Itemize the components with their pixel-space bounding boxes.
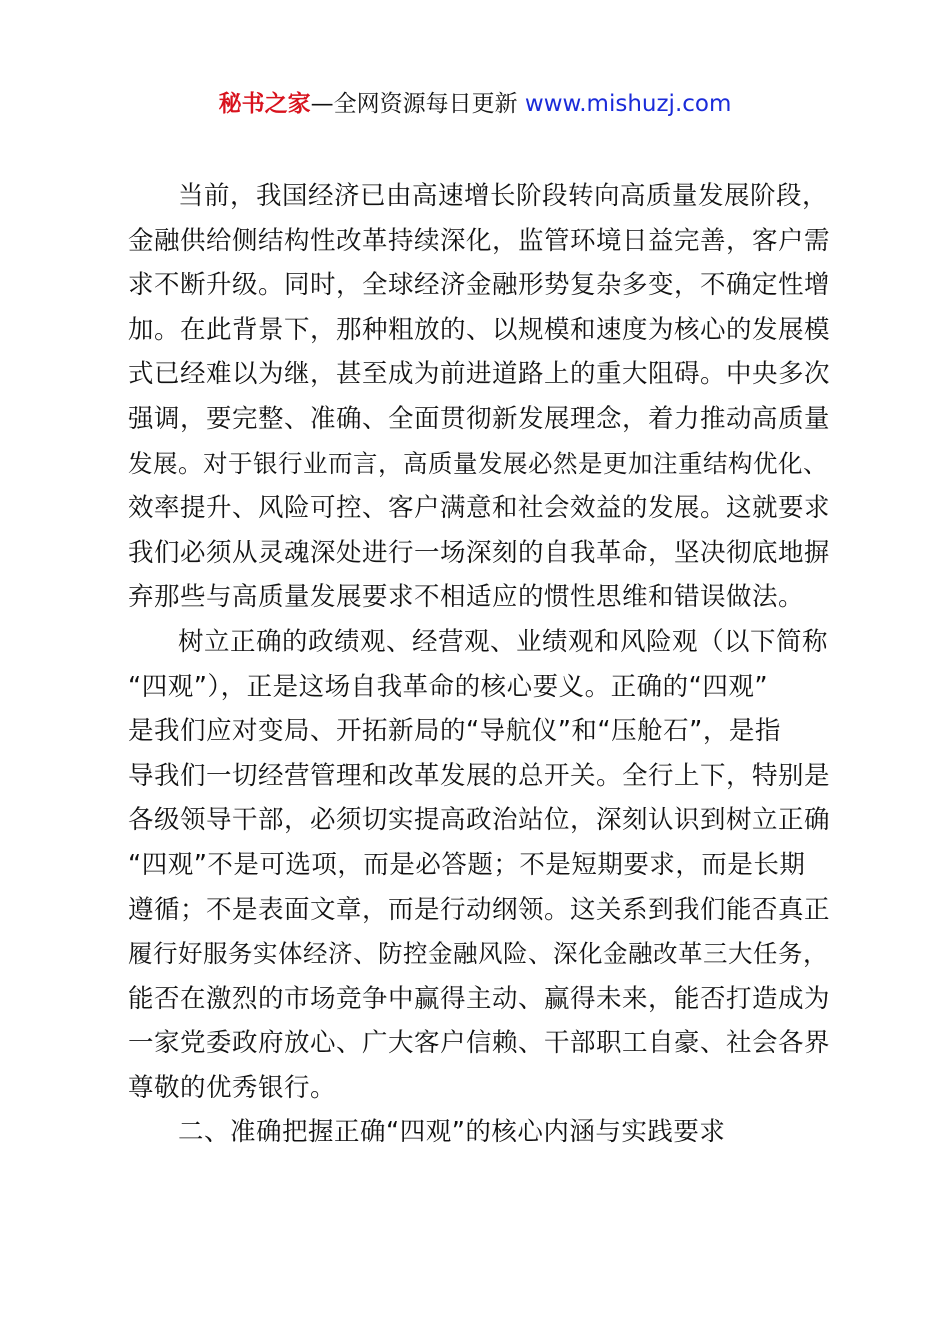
- site-header: [0, 88, 950, 120]
- paragraph-1-line-6: 强调，要完整、准确、全面贯彻新发展理念，着力推动高质量: [128, 403, 831, 434]
- paragraph-1-line-2: 金融供给侧结构性改革持续深化，监管环境日益完善，客户需: [128, 225, 831, 256]
- paragraph-2-line-4: 导我们一切经营管理和改革发展的总开关。全行上下，特别是: [128, 760, 831, 791]
- paragraph-1-line-8: 效率提升、风险可控、客户满意和社会效益的发展。这就要求: [128, 493, 831, 524]
- paragraph-1-line-1: 当前，我国经济已由高速增长阶段转向高质量发展阶段，: [178, 181, 829, 211]
- paragraph-2-line-6: “四观”不是可选项，而是必答题；不是短期要求，而是长期: [128, 849, 806, 880]
- paragraph-2-line-7: 遵循；不是表面文章，而是行动纲领。这关系到我们能否真正: [128, 894, 831, 925]
- paragraph-2-line-5: 各级领导干部，必须切实提高政治站位，深刻认识到树立正确: [128, 805, 831, 836]
- site-url-link[interactable]: www.mishuzj.com: [524, 91, 732, 117]
- header-tagline: —全网资源每日更新: [310, 91, 525, 117]
- paragraph-1-line-10: 弃那些与高质量发展要求不相适应的惯性思维和错误做法。: [128, 582, 805, 613]
- paragraph-1-line-9: 我们必须从灵魂深处进行一场深刻的自我革命，坚决彻底地摒: [128, 537, 831, 568]
- paragraph-2-line-8: 履行好服务实体经济、防控金融风险、深化金融改革三大任务，: [128, 939, 828, 969]
- paragraph-1-line-4: 加。在此背景下，那种粗放的、以规模和速度为核心的发展模: [128, 314, 831, 345]
- section-heading: 二、准确把握正确“四观”的核心内涵与实践要求: [178, 1117, 726, 1148]
- paragraph-2-line-11: 尊敬的优秀银行。: [128, 1072, 337, 1103]
- paragraph-1-line-7: 发展。对于银行业而言，高质量发展必然是更加注重结构优化、: [128, 448, 828, 478]
- paragraph-2-line-10: 一家党委政府放心、广大客户信赖、干部职工自豪、社会各界: [128, 1028, 831, 1059]
- paragraph-2-line-1: 树立正确的政绩观、经营观、业绩观和风险观（以下简称: [178, 626, 829, 657]
- paragraph-1-line-3: 求不断升级。同时，全球经济金融形势复杂多变，不确定性增: [128, 270, 831, 301]
- document-body: [128, 174, 833, 1155]
- paragraph-2-line-3: 是我们应对变局、开拓新局的“导航仪”和“压舱石”，是指: [128, 716, 781, 747]
- paragraph-2-line-9: 能否在激烈的市场竞争中赢得主动、赢得未来，能否打造成为: [128, 983, 831, 1014]
- brand-name: 秘书之家: [218, 91, 311, 117]
- paragraph-2-line-2: “四观”），正是这场自我革命的核心要义。正确的“四观”: [128, 671, 769, 702]
- paragraph-1-line-5: 式已经难以为继，甚至成为前进道路上的重大阻碍。中央多次: [128, 359, 831, 390]
